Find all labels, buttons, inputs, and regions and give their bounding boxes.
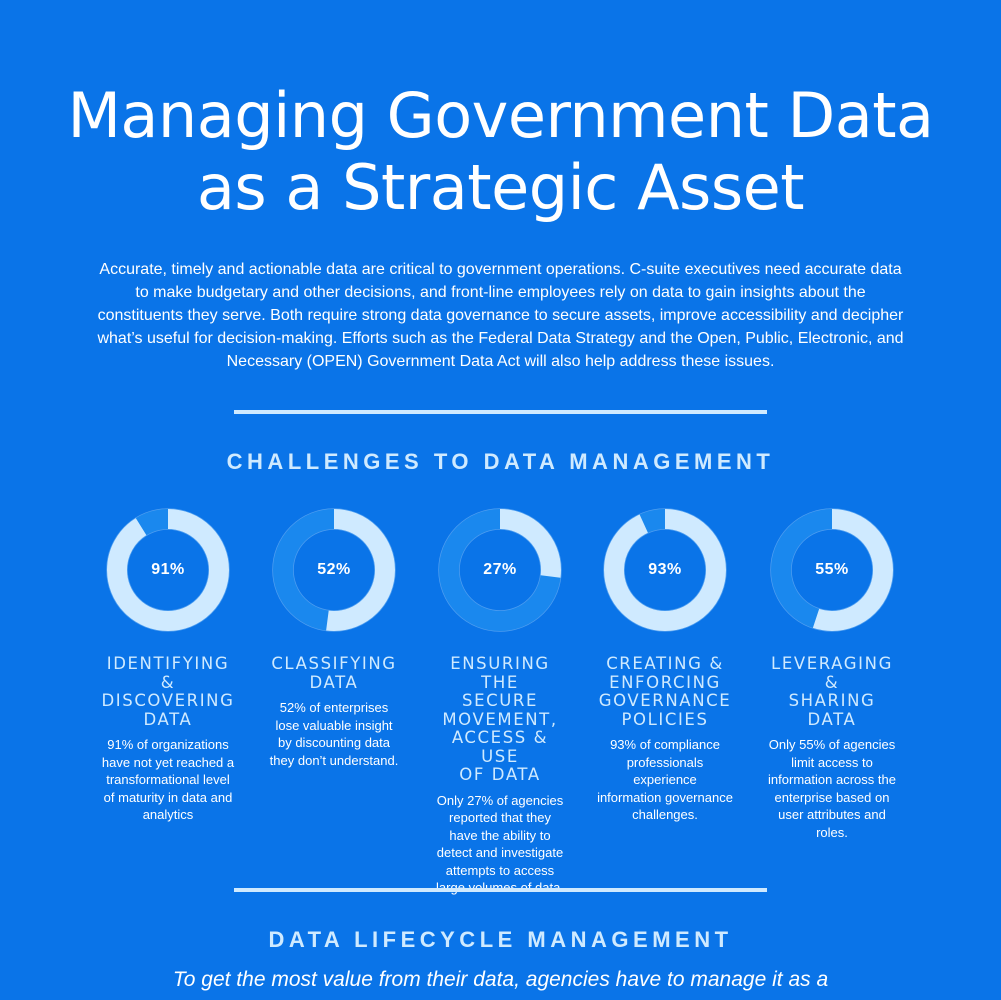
challenge-title: LEVERAGING & SHARING DATA (771, 654, 893, 729)
challenge-title: CLASSIFYING DATA (271, 654, 397, 692)
challenge-title: CREATING & ENFORCING GOVERNANCE POLICIES (598, 654, 732, 729)
donut-chart (269, 505, 399, 635)
lifecycle-text: To get the most value from their data, agencies have to manage it as a (172, 968, 829, 991)
page-title (0, 80, 1001, 224)
challenge-description: Only 55% of agencies limit access to information across the enterprise based on user attributes and roles. (768, 737, 896, 840)
challenge-title: IDENTIFYING & DISCOVERING DATA (101, 654, 235, 729)
donut-percent-label: 52% (317, 561, 351, 578)
intro-paragraph: Accurate, timely and actionable data are critical to government operations. C-suite executives need accurate data to make budgetary and other decisions, and front-line employees rely on data to gain insights about the constituents they serve. Both require strong data governance to secure assets, improve accessibility and decipher what’s useful for decision-making. Efforts such as the Federal Data Strategy and the Open, Public, Electronic, and Necessary (OPEN) Government Data Act will also help address these issues. (97, 261, 904, 370)
donut-percent-label: 91% (151, 561, 185, 578)
donut-chart (767, 505, 897, 635)
challenge-description: 52% of enterprises lose valuable insight by discounting data they don’t understand. (269, 700, 399, 768)
donut-percent-label: 93% (648, 561, 682, 578)
challenge-card (264, 505, 404, 769)
challenge-description: Only 27% of agencies reported that they have the ability to detect and investigate attempts to access (436, 792, 564, 878)
challenge-card (595, 505, 735, 824)
divider-rule (234, 410, 767, 414)
challenges-heading: CHALLENGES TO DATA MANAGEMENT (226, 449, 775, 474)
donut-chart (103, 505, 233, 635)
challenge-card (430, 505, 570, 897)
donut-chart (435, 505, 565, 635)
lifecycle-heading: DATA LIFECYCLE MANAGEMENT (268, 927, 733, 952)
donut-percent-label: 27% (483, 561, 517, 578)
challenge-card (98, 505, 238, 824)
challenge-card (762, 505, 902, 841)
donut-chart (600, 505, 730, 635)
page-title-line-2: as a Strategic Asset (196, 151, 805, 224)
donut-percent-label: 55% (815, 561, 849, 578)
page-title-line-1: Managing Government Data (67, 79, 934, 152)
divider-rule (234, 888, 767, 892)
challenge-description: 91% of organizations have not yet reached a transformational level of maturity in data and analytics (101, 737, 235, 822)
challenge-description: 93% of compliance professionals experience information governance challenges. (597, 737, 733, 822)
challenge-title: ENSURING THE SECURE MOVEMENT, ACCESS & USE OF DATA (442, 654, 558, 784)
